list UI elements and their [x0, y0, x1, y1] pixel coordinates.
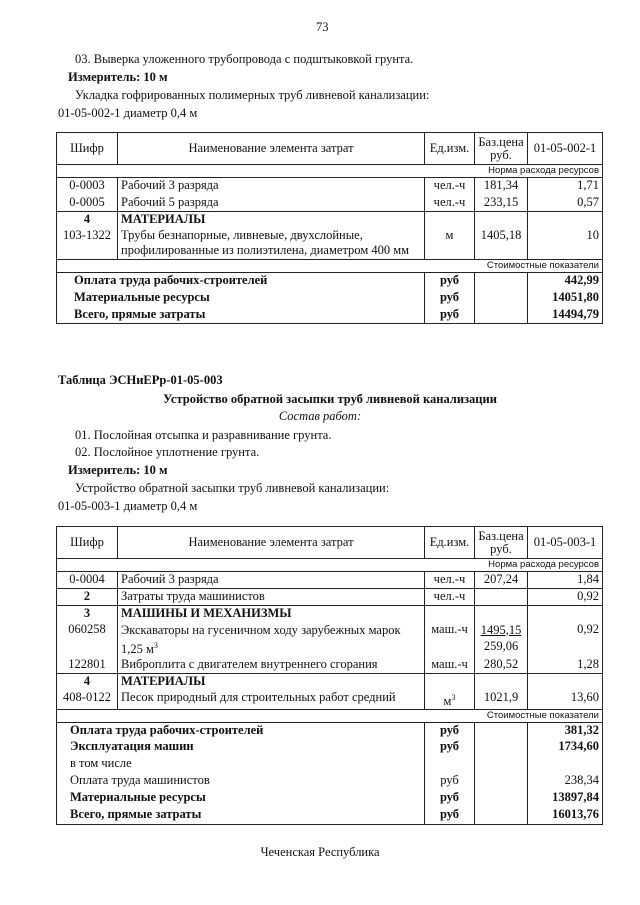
table-row: [57, 572, 603, 589]
header-price: Баз.цена руб.: [475, 133, 528, 165]
header-price: Баз.цена руб.: [475, 527, 528, 559]
total-value: [528, 756, 603, 773]
total-value: 442,99: [528, 273, 603, 290]
row-code: 3: [57, 606, 118, 622]
total-label: Оплата труда машинистов: [57, 773, 425, 790]
total-row: [57, 773, 603, 790]
total-unit: руб: [425, 807, 475, 824]
row-price: [475, 589, 528, 606]
total-row: [57, 307, 603, 324]
total-value: 13897,84: [528, 790, 603, 807]
total-label: в том числе: [57, 756, 425, 773]
total-label: Материальные ресурсы: [57, 790, 425, 807]
section-title: [0, 392, 640, 407]
row-price: 1405,18: [475, 228, 528, 260]
row-price: 280,52: [475, 657, 528, 674]
header-code: Шифр: [57, 527, 118, 559]
row-norm: 0,92: [528, 622, 603, 657]
table-label: Таблица ЭСНиЕРр-01-05-003: [58, 373, 223, 387]
row-name: Затраты труда машинистов: [118, 589, 425, 606]
page-number: 73: [316, 20, 329, 34]
row-code: 0-0005: [57, 195, 118, 212]
table-row: [57, 212, 603, 228]
row-unit: чел.-ч: [425, 589, 475, 606]
row-unit: чел.-ч: [425, 195, 475, 212]
total-row: [57, 790, 603, 807]
row-norm: 0,57: [528, 195, 603, 212]
total-row: [57, 290, 603, 307]
row-name: [118, 622, 425, 657]
row-price: 181,34: [475, 178, 528, 195]
header-unit: Ед.изм.: [425, 133, 475, 165]
row-unit: маш.-ч: [425, 657, 475, 674]
table-row: [57, 589, 603, 606]
row-norm: 1,28: [528, 657, 603, 674]
works-caption: Состав работ:: [278, 409, 362, 423]
header-unit: Ед.изм.: [425, 527, 475, 559]
table-row: [57, 228, 603, 260]
table-row: [57, 622, 603, 657]
cost-table-2: [56, 526, 603, 825]
row-code: 0-0004: [57, 572, 118, 589]
header-code: Шифр: [57, 133, 118, 165]
price-line: 259,06: [483, 638, 519, 653]
row-name-text: Экскаваторы на гусеничном ходу зарубежных марок 1,25 м: [121, 622, 401, 656]
row-code: 122801: [57, 657, 118, 674]
row-norm: 1,84: [528, 572, 603, 589]
row-code: 2: [57, 589, 118, 606]
work-step: 03. Выверка уложенного трубопровода с подштыковкой грунта.: [75, 52, 414, 66]
total-label: Материальные ресурсы: [57, 290, 425, 307]
row-code: 0-0003: [57, 178, 118, 195]
total-value: 14494,79: [528, 307, 603, 324]
row-code: 103-1322: [57, 228, 118, 260]
row-norm: 10: [528, 228, 603, 260]
header-norm: 01-05-003-1: [528, 527, 603, 559]
item-code: 01-05-002-1 диаметр 0,4 м: [58, 106, 198, 120]
row-code: 060258: [57, 622, 118, 657]
total-value: 16013,76: [528, 807, 603, 824]
cost-caption: Стоимостные показатели: [57, 709, 603, 722]
row-price: 1021,9: [475, 690, 528, 710]
footer-region: Чеченская Республика: [260, 845, 380, 859]
superscript: 3: [153, 640, 158, 650]
total-label: Всего, прямые затраты: [57, 807, 425, 824]
table-row: [57, 690, 603, 710]
header-norm: 01-05-002-1: [528, 133, 603, 165]
row-unit: маш.-ч: [425, 622, 475, 657]
superscript: 3: [451, 692, 456, 702]
total-row: [57, 722, 603, 739]
norm-caption: Норма расхода ресурсов: [57, 165, 603, 178]
row-norm: 0,92: [528, 589, 603, 606]
total-unit: руб: [425, 307, 475, 324]
total-unit: руб: [425, 722, 475, 739]
item-description: Укладка гофрированных полимерных труб ливневой канализации:: [75, 88, 430, 102]
row-price: [475, 622, 528, 657]
unit-text: м: [443, 693, 452, 708]
cost-table-1: [56, 132, 603, 324]
total-value: 1734,60: [528, 739, 603, 756]
total-label: Всего, прямые затраты: [57, 307, 425, 324]
row-price: 233,15: [475, 195, 528, 212]
row-price: 207,24: [475, 572, 528, 589]
row-section-title: МАТЕРИАЛЫ: [118, 212, 425, 228]
total-row: [57, 807, 603, 824]
total-unit: [425, 756, 475, 773]
item-code: 01-05-003-1 диаметр 0,4 м: [58, 499, 198, 513]
table-row: [57, 195, 603, 212]
total-label: Оплата труда рабочих-строителей: [57, 722, 425, 739]
total-unit: руб: [425, 273, 475, 290]
total-unit: руб: [425, 290, 475, 307]
total-label: Оплата труда рабочих-строителей: [57, 273, 425, 290]
total-value: 238,34: [528, 773, 603, 790]
table-row: [57, 606, 603, 622]
row-name: Трубы безнапорные, ливневые, двухслойные, профилированные из полиэтилена, диаметром 400 мм: [118, 228, 425, 260]
total-unit: руб: [425, 739, 475, 756]
row-code: 4: [57, 674, 118, 690]
row-code: 408-0122: [57, 690, 118, 710]
total-value: 14051,80: [528, 290, 603, 307]
total-row: [57, 739, 603, 756]
item-description: Устройство обратной засыпки труб ливневой канализации:: [75, 481, 390, 495]
row-unit: чел.-ч: [425, 572, 475, 589]
total-unit: руб: [425, 790, 475, 807]
norm-caption: Норма расхода ресурсов: [57, 559, 603, 572]
header-name: Наименование элемента затрат: [118, 527, 425, 559]
row-name: Рабочий 3 разряда: [118, 572, 425, 589]
price-line: 1495,15: [480, 622, 522, 637]
measure-label: Измеритель: 10 м: [68, 70, 168, 84]
row-section-title: МАТЕРИАЛЫ: [118, 674, 425, 690]
total-row: [57, 756, 603, 773]
total-unit: руб: [425, 773, 475, 790]
row-code: 4: [57, 212, 118, 228]
row-norm: 1,71: [528, 178, 603, 195]
row-unit: чел.-ч: [425, 178, 475, 195]
header-name: Наименование элемента затрат: [118, 133, 425, 165]
row-unit: [425, 690, 475, 710]
section-title-text: Устройство обратной засыпки труб ливневой канализации: [163, 392, 497, 406]
table-row: [57, 178, 603, 195]
row-norm: 13,60: [528, 690, 603, 710]
row-name: Виброплита с двигателем внутреннего сгорания: [118, 657, 425, 674]
table-row: [57, 674, 603, 690]
table-row: [57, 657, 603, 674]
row-name: Рабочий 5 разряда: [118, 195, 425, 212]
measure-label: Измеритель: 10 м: [68, 463, 168, 477]
total-row: [57, 273, 603, 290]
cost-caption: Стоимостные показатели: [57, 260, 603, 273]
total-label: Эксплуатация машин: [57, 739, 425, 756]
work-step: 01. Послойная отсыпка и разравнивание грунта.: [75, 428, 332, 442]
row-name: Рабочий 3 разряда: [118, 178, 425, 195]
row-name: Песок природный для строительных работ средний: [118, 690, 425, 710]
work-step: 02. Послойное уплотнение грунта.: [75, 445, 260, 459]
row-unit: м: [425, 228, 475, 260]
row-section-title: МАШИНЫ И МЕХАНИЗМЫ: [118, 606, 425, 622]
total-value: 381,32: [528, 722, 603, 739]
